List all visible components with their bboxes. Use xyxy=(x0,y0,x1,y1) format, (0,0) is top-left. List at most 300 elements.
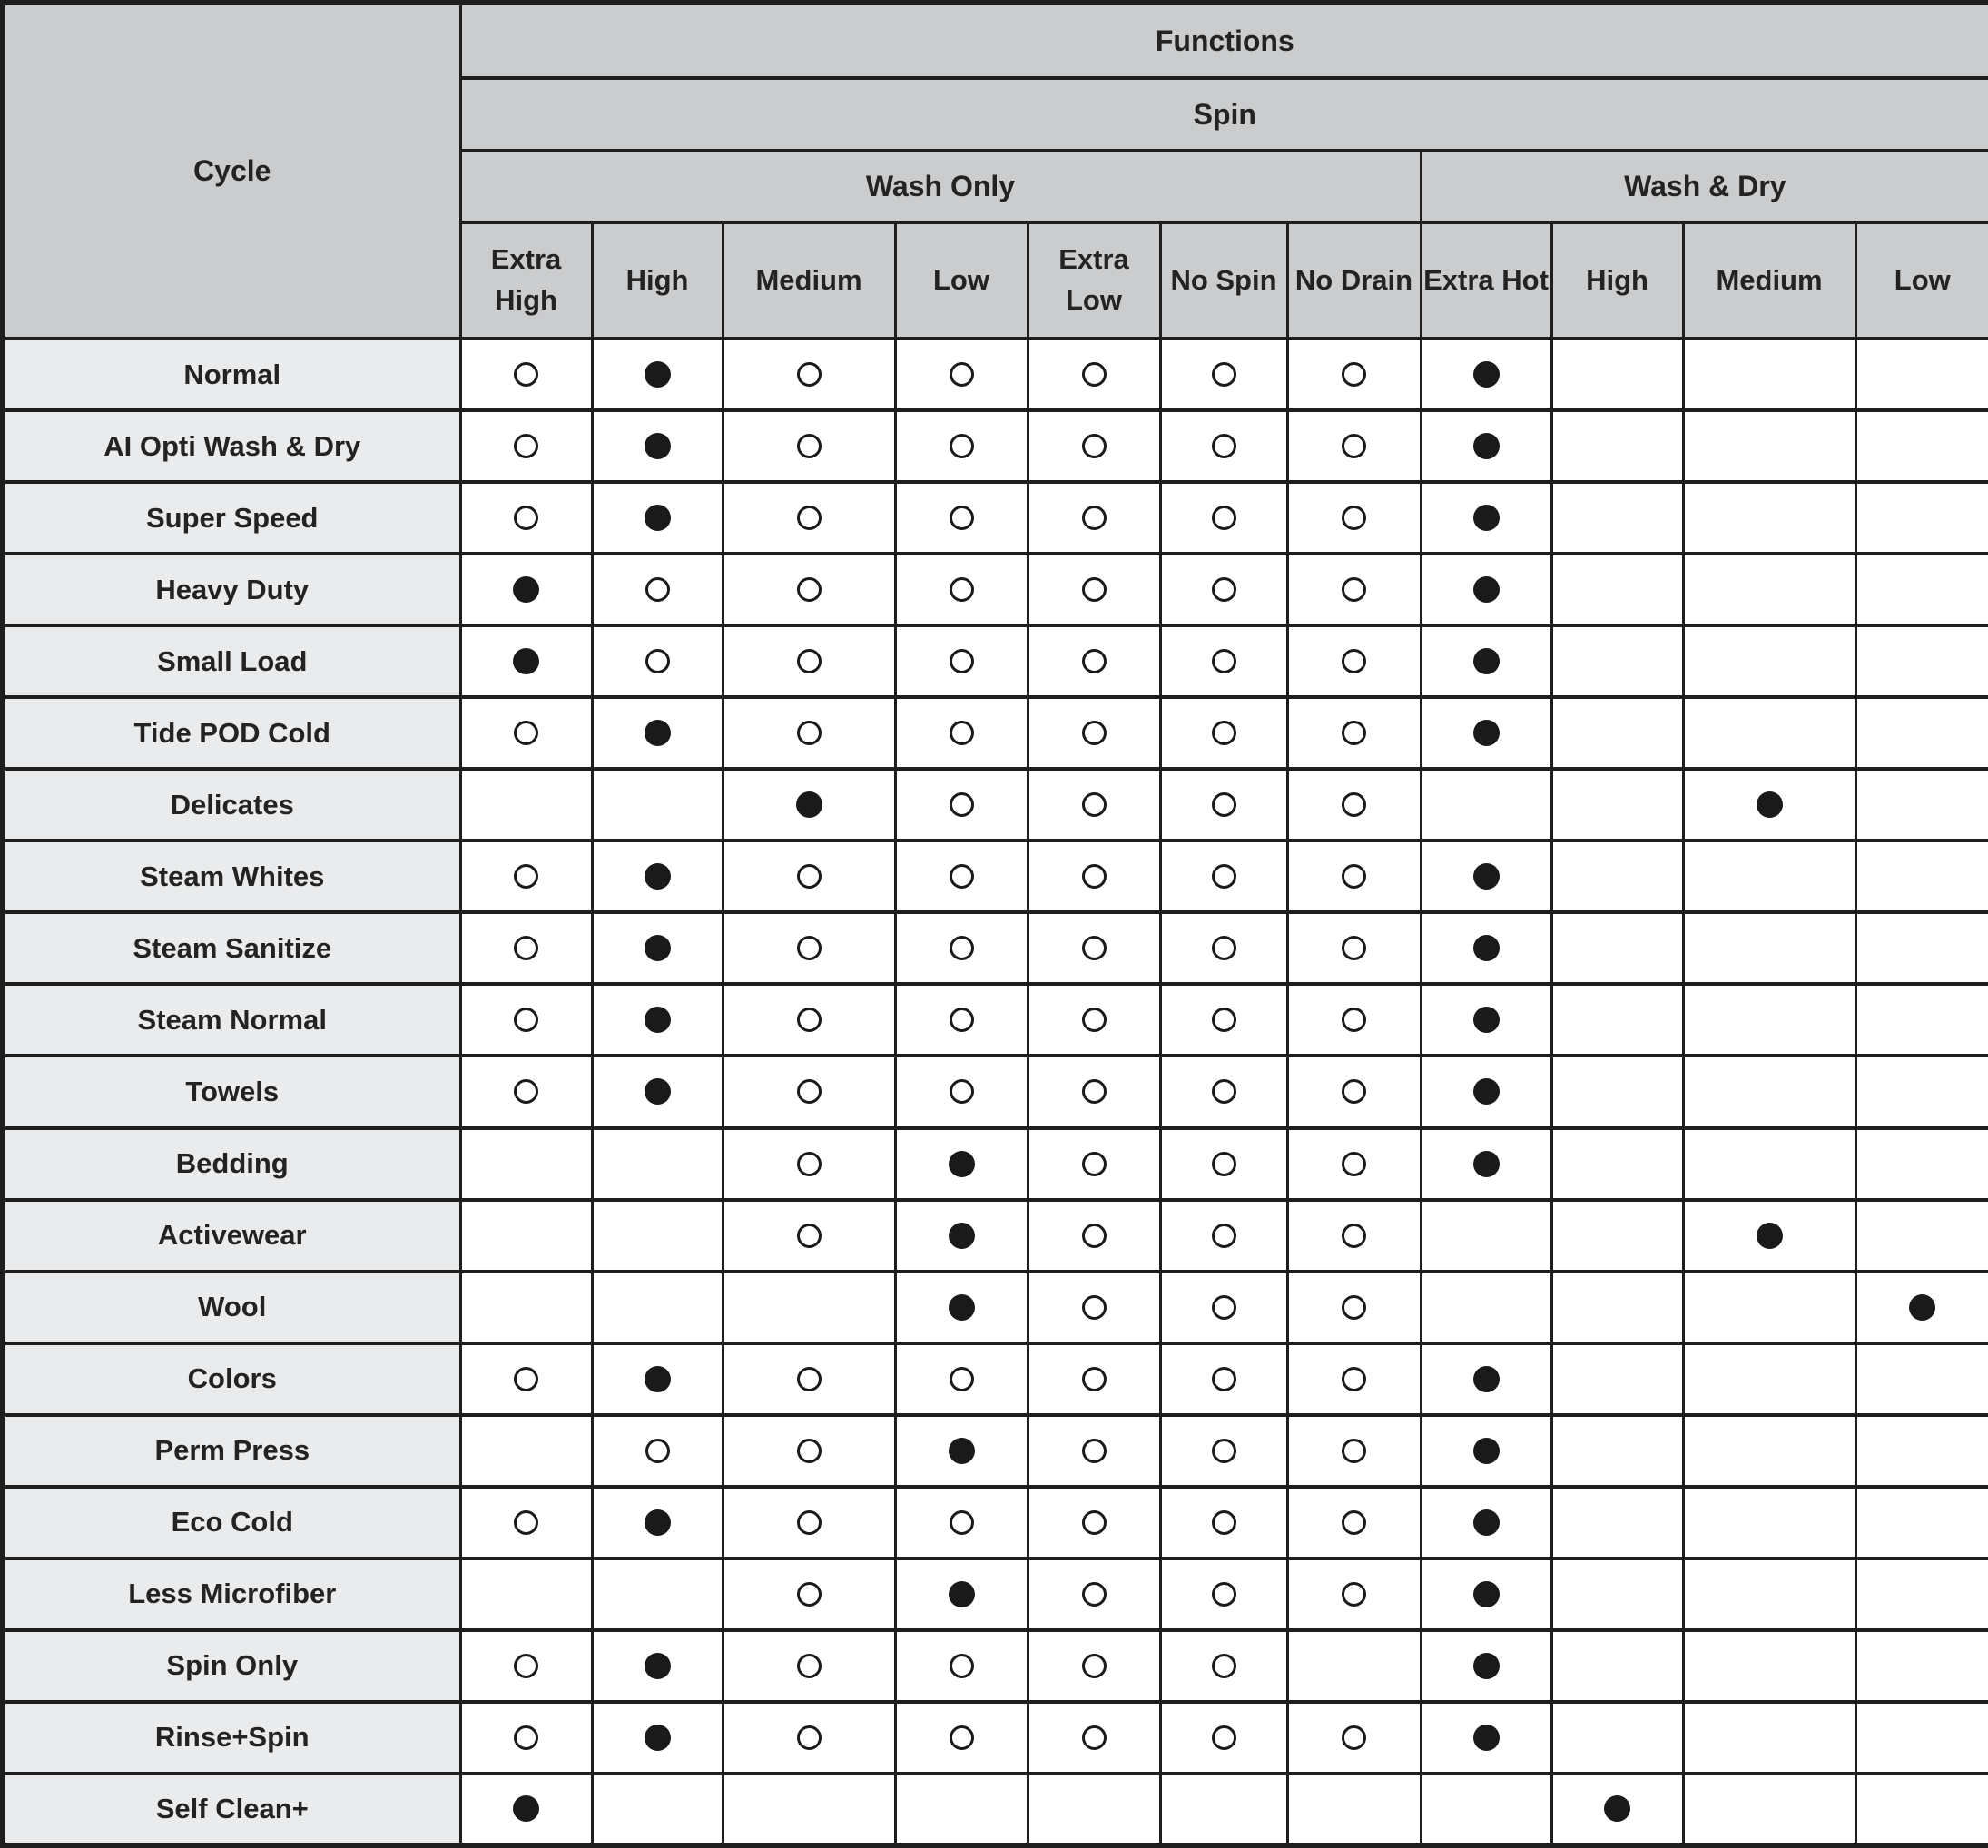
cycle-cell xyxy=(1160,769,1287,840)
cycle-cell xyxy=(1421,1630,1551,1702)
open-circle-icon xyxy=(1082,1654,1107,1678)
cycle-label: AI Opti Wash & Dry xyxy=(3,410,460,482)
cycle-cell xyxy=(460,1558,592,1630)
cycle-cell xyxy=(1855,1702,1988,1774)
cycle-column-header: Cycle xyxy=(3,3,460,339)
cycle-cell xyxy=(1683,1200,1855,1272)
open-circle-icon xyxy=(1342,362,1366,387)
cycle-cell xyxy=(1551,1056,1683,1127)
cycle-cell xyxy=(460,840,592,912)
cycle-cell xyxy=(723,1487,895,1558)
open-circle-icon xyxy=(514,1367,538,1391)
cycle-cell xyxy=(1160,1487,1287,1558)
cycle-cell xyxy=(1028,1702,1160,1774)
open-circle-icon xyxy=(1212,721,1236,745)
cycle-cell xyxy=(895,840,1028,912)
cycle-cell xyxy=(1028,554,1160,625)
cycle-cell xyxy=(1551,984,1683,1056)
open-circle-icon xyxy=(514,1079,538,1104)
cycle-cell xyxy=(1160,1343,1287,1415)
cycle-cell xyxy=(1287,554,1421,625)
cycle-cell xyxy=(1855,1774,1988,1845)
filled-circle-icon xyxy=(645,505,671,531)
cycle-cell xyxy=(1855,554,1988,625)
open-circle-icon xyxy=(797,1224,822,1248)
cycle-cell xyxy=(460,410,592,482)
table-row xyxy=(3,1630,1988,1702)
table-row xyxy=(3,1343,1988,1415)
cycle-cell xyxy=(1028,840,1160,912)
wash-and-dry-group-header: Wash & Dry xyxy=(1421,151,1988,222)
open-circle-icon xyxy=(1212,1224,1236,1248)
filled-circle-icon xyxy=(513,1795,539,1822)
cycle-cell xyxy=(592,1558,723,1630)
cycle-cell xyxy=(460,1056,592,1127)
cycle-cell xyxy=(1287,625,1421,697)
open-circle-icon xyxy=(1212,1008,1236,1032)
cycle-cell xyxy=(1421,1415,1551,1487)
open-circle-icon xyxy=(1212,1367,1236,1391)
open-circle-icon xyxy=(1082,936,1107,960)
cycle-cell xyxy=(895,769,1028,840)
cycle-cell xyxy=(1551,1200,1683,1272)
open-circle-icon xyxy=(1082,792,1107,817)
cycle-cell xyxy=(1855,697,1988,769)
filled-circle-icon xyxy=(513,576,539,603)
open-circle-icon xyxy=(950,506,974,530)
filled-circle-icon xyxy=(1473,433,1500,459)
cycle-cell xyxy=(1683,1630,1855,1702)
cycle-cell xyxy=(723,625,895,697)
cycle-cell xyxy=(1421,840,1551,912)
cycle-cell xyxy=(1028,697,1160,769)
cycle-cell xyxy=(895,1200,1028,1272)
cycle-cell xyxy=(1028,339,1160,410)
cycle-cell xyxy=(1855,912,1988,984)
filled-circle-icon xyxy=(1473,1653,1500,1679)
cycle-cell xyxy=(1683,769,1855,840)
spin-level-header-low: Low xyxy=(1855,222,1988,339)
spin-level-header-no-spin: No Spin xyxy=(1160,222,1287,339)
cycle-cell xyxy=(592,339,723,410)
filled-circle-icon xyxy=(949,1223,975,1249)
filled-circle-icon xyxy=(645,720,671,746)
spin-level-header-extra-hot: Extra Hot xyxy=(1421,222,1551,339)
cycle-cell xyxy=(1855,339,1988,410)
open-circle-icon xyxy=(1082,649,1107,673)
open-circle-icon xyxy=(1082,1079,1107,1104)
open-circle-icon xyxy=(1342,864,1366,889)
cycle-label: Self Clean+ xyxy=(3,1774,460,1845)
cycle-label: Steam Whites xyxy=(3,840,460,912)
open-circle-icon xyxy=(1212,577,1236,602)
cycle-cell xyxy=(1551,1774,1683,1845)
filled-circle-icon xyxy=(645,935,671,961)
cycle-cell xyxy=(1855,1630,1988,1702)
cycle-cell xyxy=(1160,1702,1287,1774)
filled-circle-icon xyxy=(645,863,671,890)
cycle-cell xyxy=(895,1056,1028,1127)
cycle-cell xyxy=(895,1343,1028,1415)
filled-circle-icon xyxy=(1757,791,1783,818)
open-circle-icon xyxy=(950,792,974,817)
cycle-cell xyxy=(1551,625,1683,697)
cycle-cell xyxy=(460,912,592,984)
cycle-cell xyxy=(723,1128,895,1200)
cycle-cell xyxy=(895,1558,1028,1630)
filled-circle-icon xyxy=(645,361,671,388)
cycle-cell xyxy=(1028,1200,1160,1272)
spin-level-header-extra-high: Extra High xyxy=(460,222,592,339)
filled-circle-icon xyxy=(1473,648,1500,674)
open-circle-icon xyxy=(1212,362,1236,387)
open-circle-icon xyxy=(1342,1510,1366,1535)
cycle-cell xyxy=(1855,410,1988,482)
open-circle-icon xyxy=(1212,1582,1236,1607)
cycle-cell xyxy=(592,840,723,912)
spin-level-header-no-drain: No Drain xyxy=(1287,222,1421,339)
cycle-cell xyxy=(1551,697,1683,769)
cycle-cell xyxy=(1287,1415,1421,1487)
cycle-label: Less Microfiber xyxy=(3,1558,460,1630)
cycle-cell xyxy=(723,339,895,410)
open-circle-icon xyxy=(797,649,822,673)
cycle-cell xyxy=(1028,769,1160,840)
filled-circle-icon xyxy=(645,1078,671,1105)
open-circle-icon xyxy=(950,864,974,889)
filled-circle-icon xyxy=(645,1509,671,1536)
cycle-cell xyxy=(723,1415,895,1487)
cycle-cell xyxy=(1160,1128,1287,1200)
open-circle-icon xyxy=(797,721,822,745)
cycle-label: Delicates xyxy=(3,769,460,840)
cycle-cell xyxy=(460,482,592,554)
cycle-cell xyxy=(1028,482,1160,554)
cycle-cell xyxy=(1855,984,1988,1056)
cycle-cell xyxy=(1421,1272,1551,1343)
open-circle-icon xyxy=(797,1510,822,1535)
cycle-cell xyxy=(1421,1487,1551,1558)
open-circle-icon xyxy=(950,1725,974,1750)
cycle-cell xyxy=(1683,1343,1855,1415)
open-circle-icon xyxy=(950,721,974,745)
open-circle-icon xyxy=(1342,506,1366,530)
cycle-cell xyxy=(1287,984,1421,1056)
open-circle-icon xyxy=(1082,864,1107,889)
cycle-cell xyxy=(1855,625,1988,697)
table-row xyxy=(3,1558,1988,1630)
open-circle-icon xyxy=(950,577,974,602)
open-circle-icon xyxy=(1212,1079,1236,1104)
cycle-cell xyxy=(1683,482,1855,554)
cycle-cell xyxy=(723,482,895,554)
cycle-cell xyxy=(1160,554,1287,625)
cycle-cell xyxy=(1421,482,1551,554)
cycle-cell xyxy=(1855,1272,1988,1343)
open-circle-icon xyxy=(1212,936,1236,960)
cycle-cell xyxy=(895,1487,1028,1558)
cycle-cell xyxy=(592,1702,723,1774)
spin-level-header-extra-low: Extra Low xyxy=(1028,222,1160,339)
cycle-label: Activewear xyxy=(3,1200,460,1272)
open-circle-icon xyxy=(1212,1439,1236,1463)
cycle-cell xyxy=(1551,769,1683,840)
open-circle-icon xyxy=(514,362,538,387)
cycle-cell xyxy=(1683,554,1855,625)
cycle-label: Wool xyxy=(3,1272,460,1343)
cycle-cell xyxy=(1551,554,1683,625)
spin-level-header-high: High xyxy=(592,222,723,339)
cycle-cell xyxy=(1160,840,1287,912)
filled-circle-icon xyxy=(1473,1581,1500,1607)
open-circle-icon xyxy=(1342,1079,1366,1104)
cycle-cell xyxy=(460,1774,592,1845)
cycle-cell xyxy=(1028,1415,1160,1487)
cycle-cell xyxy=(1855,1558,1988,1630)
table-row xyxy=(3,769,1988,840)
cycle-label: Tide POD Cold xyxy=(3,697,460,769)
open-circle-icon xyxy=(1212,1654,1236,1678)
cycle-cell xyxy=(1855,1487,1988,1558)
cycle-cell xyxy=(1855,1343,1988,1415)
open-circle-icon xyxy=(797,864,822,889)
cycle-cell xyxy=(1287,840,1421,912)
cycle-cell xyxy=(1551,482,1683,554)
cycle-cell xyxy=(592,769,723,840)
cycle-cell xyxy=(1287,339,1421,410)
open-circle-icon xyxy=(1212,1510,1236,1535)
cycle-cell xyxy=(1551,410,1683,482)
cycle-cell xyxy=(723,984,895,1056)
cycle-cell xyxy=(1421,1056,1551,1127)
open-circle-icon xyxy=(645,577,670,602)
open-circle-icon xyxy=(514,506,538,530)
cycle-cell xyxy=(592,1128,723,1200)
cycle-cell xyxy=(1028,984,1160,1056)
open-circle-icon xyxy=(1342,1008,1366,1032)
cycle-label: Small Load xyxy=(3,625,460,697)
open-circle-icon xyxy=(645,1439,670,1463)
cycle-cell xyxy=(1160,1415,1287,1487)
cycle-cell xyxy=(895,1272,1028,1343)
cycle-cell xyxy=(1160,912,1287,984)
open-circle-icon xyxy=(1082,577,1107,602)
cycle-cell xyxy=(1551,912,1683,984)
open-circle-icon xyxy=(1082,1367,1107,1391)
cycle-cell xyxy=(1028,625,1160,697)
filled-circle-icon xyxy=(645,1725,671,1751)
table-row xyxy=(3,697,1988,769)
cycle-label: Heavy Duty xyxy=(3,554,460,625)
open-circle-icon xyxy=(1342,434,1366,458)
cycle-cell xyxy=(1421,1128,1551,1200)
cycle-cell xyxy=(1287,1200,1421,1272)
cycle-cell xyxy=(895,1774,1028,1845)
cycle-cell xyxy=(1160,625,1287,697)
open-circle-icon xyxy=(1082,1582,1107,1607)
cycle-cell xyxy=(592,984,723,1056)
filled-circle-icon xyxy=(1473,361,1500,388)
cycle-cell xyxy=(1421,625,1551,697)
cycle-cell xyxy=(1683,1415,1855,1487)
cycle-cell xyxy=(1421,1200,1551,1272)
table-row xyxy=(3,1200,1988,1272)
open-circle-icon xyxy=(1342,1367,1366,1391)
cycle-cell xyxy=(1551,339,1683,410)
table-row xyxy=(3,1415,1988,1487)
cycle-cell xyxy=(1287,410,1421,482)
table-row xyxy=(3,554,1988,625)
cycle-cell xyxy=(723,697,895,769)
open-circle-icon xyxy=(1342,1725,1366,1750)
cycle-cell xyxy=(1160,1774,1287,1845)
cycle-cell xyxy=(723,912,895,984)
cycle-label: Perm Press xyxy=(3,1415,460,1487)
cycle-cell xyxy=(1683,410,1855,482)
filled-circle-icon xyxy=(1473,1725,1500,1751)
cycle-label: Spin Only xyxy=(3,1630,460,1702)
open-circle-icon xyxy=(514,936,538,960)
cycle-label: Bedding xyxy=(3,1128,460,1200)
table-row xyxy=(3,840,1988,912)
filled-circle-icon xyxy=(1909,1294,1935,1321)
cycle-cell xyxy=(723,410,895,482)
filled-circle-icon xyxy=(1473,505,1500,531)
open-circle-icon xyxy=(950,1510,974,1535)
cycle-cell xyxy=(1683,1702,1855,1774)
open-circle-icon xyxy=(1082,362,1107,387)
cycle-cell xyxy=(1683,339,1855,410)
cycle-cell xyxy=(592,625,723,697)
cycle-cell xyxy=(1855,769,1988,840)
filled-circle-icon xyxy=(1473,935,1500,961)
cycle-cell xyxy=(592,697,723,769)
open-circle-icon xyxy=(1082,506,1107,530)
cycle-cell xyxy=(1160,984,1287,1056)
cycle-cell xyxy=(1421,1343,1551,1415)
table-row xyxy=(3,1774,1988,1845)
cycle-cell xyxy=(460,625,592,697)
cycle-label: Normal xyxy=(3,339,460,410)
open-circle-icon xyxy=(1212,1295,1236,1320)
open-circle-icon xyxy=(1342,649,1366,673)
cycle-cell xyxy=(1855,1200,1988,1272)
cycle-cell xyxy=(460,697,592,769)
cycle-cell xyxy=(723,1702,895,1774)
cycle-cell xyxy=(460,1415,592,1487)
open-circle-icon xyxy=(1342,936,1366,960)
cycle-cell xyxy=(1421,410,1551,482)
cycle-cell xyxy=(592,1415,723,1487)
cycle-cell xyxy=(1551,1128,1683,1200)
filled-circle-icon xyxy=(1473,863,1500,890)
filled-circle-icon xyxy=(1473,576,1500,603)
open-circle-icon xyxy=(1082,1224,1107,1248)
cycle-rows xyxy=(3,339,1988,1845)
filled-circle-icon xyxy=(949,1294,975,1321)
cycle-cell xyxy=(1287,1630,1421,1702)
cycle-cell xyxy=(1683,1128,1855,1200)
cycle-cell xyxy=(460,1128,592,1200)
cycle-cell xyxy=(723,1774,895,1845)
cycle-cell xyxy=(895,482,1028,554)
open-circle-icon xyxy=(1082,1295,1107,1320)
cycle-cell xyxy=(1287,1487,1421,1558)
cycle-cell xyxy=(1683,625,1855,697)
cycle-cell xyxy=(1421,339,1551,410)
open-circle-icon xyxy=(1212,864,1236,889)
table-row xyxy=(3,912,1988,984)
open-circle-icon xyxy=(514,1008,538,1032)
cycle-cell xyxy=(1028,1128,1160,1200)
cycle-cell xyxy=(1421,697,1551,769)
cycle-cell xyxy=(1421,912,1551,984)
filled-circle-icon xyxy=(513,648,539,674)
cycle-cell xyxy=(895,410,1028,482)
cycle-cell xyxy=(895,1128,1028,1200)
functions-header: Functions xyxy=(460,3,1988,78)
cycle-cell xyxy=(895,339,1028,410)
cycle-cell xyxy=(1683,1056,1855,1127)
open-circle-icon xyxy=(950,1654,974,1678)
open-circle-icon xyxy=(950,1079,974,1104)
table-row xyxy=(3,410,1988,482)
cycle-cell xyxy=(460,1487,592,1558)
filled-circle-icon xyxy=(949,1151,975,1177)
open-circle-icon xyxy=(797,1582,822,1607)
cycle-cell xyxy=(1028,1343,1160,1415)
table-row xyxy=(3,1702,1988,1774)
cycle-cell xyxy=(1421,1702,1551,1774)
cycle-cell xyxy=(1551,1415,1683,1487)
cycle-label: Steam Normal xyxy=(3,984,460,1056)
filled-circle-icon xyxy=(949,1581,975,1607)
cycle-cell xyxy=(1028,1487,1160,1558)
cycle-cell xyxy=(460,1272,592,1343)
cycle-cell xyxy=(592,482,723,554)
cycle-cell xyxy=(1855,840,1988,912)
table-row xyxy=(3,482,1988,554)
open-circle-icon xyxy=(1342,1295,1366,1320)
cycle-cell xyxy=(460,339,592,410)
spin-level-header-high: High xyxy=(1551,222,1683,339)
cycle-cell xyxy=(1421,1558,1551,1630)
cycle-cell xyxy=(592,1343,723,1415)
open-circle-icon xyxy=(514,434,538,458)
open-circle-icon xyxy=(645,649,670,673)
open-circle-icon xyxy=(797,1079,822,1104)
cycle-label: Steam Sanitize xyxy=(3,912,460,984)
cycle-cell xyxy=(1287,769,1421,840)
cycle-cell xyxy=(1683,912,1855,984)
cycle-cell xyxy=(1683,1487,1855,1558)
cycle-cell xyxy=(460,1343,592,1415)
open-circle-icon xyxy=(1082,1152,1107,1176)
spin-level-header-low: Low xyxy=(895,222,1028,339)
filled-circle-icon xyxy=(1473,1366,1500,1392)
cycle-cell xyxy=(895,1702,1028,1774)
cycle-cell xyxy=(723,1343,895,1415)
open-circle-icon xyxy=(1082,721,1107,745)
open-circle-icon xyxy=(797,506,822,530)
cycle-cell xyxy=(1683,697,1855,769)
filled-circle-icon xyxy=(1473,720,1500,746)
table-row xyxy=(3,1487,1988,1558)
cycle-cell xyxy=(1287,1272,1421,1343)
table-row xyxy=(3,984,1988,1056)
cycle-cell xyxy=(592,1487,723,1558)
open-circle-icon xyxy=(797,1008,822,1032)
